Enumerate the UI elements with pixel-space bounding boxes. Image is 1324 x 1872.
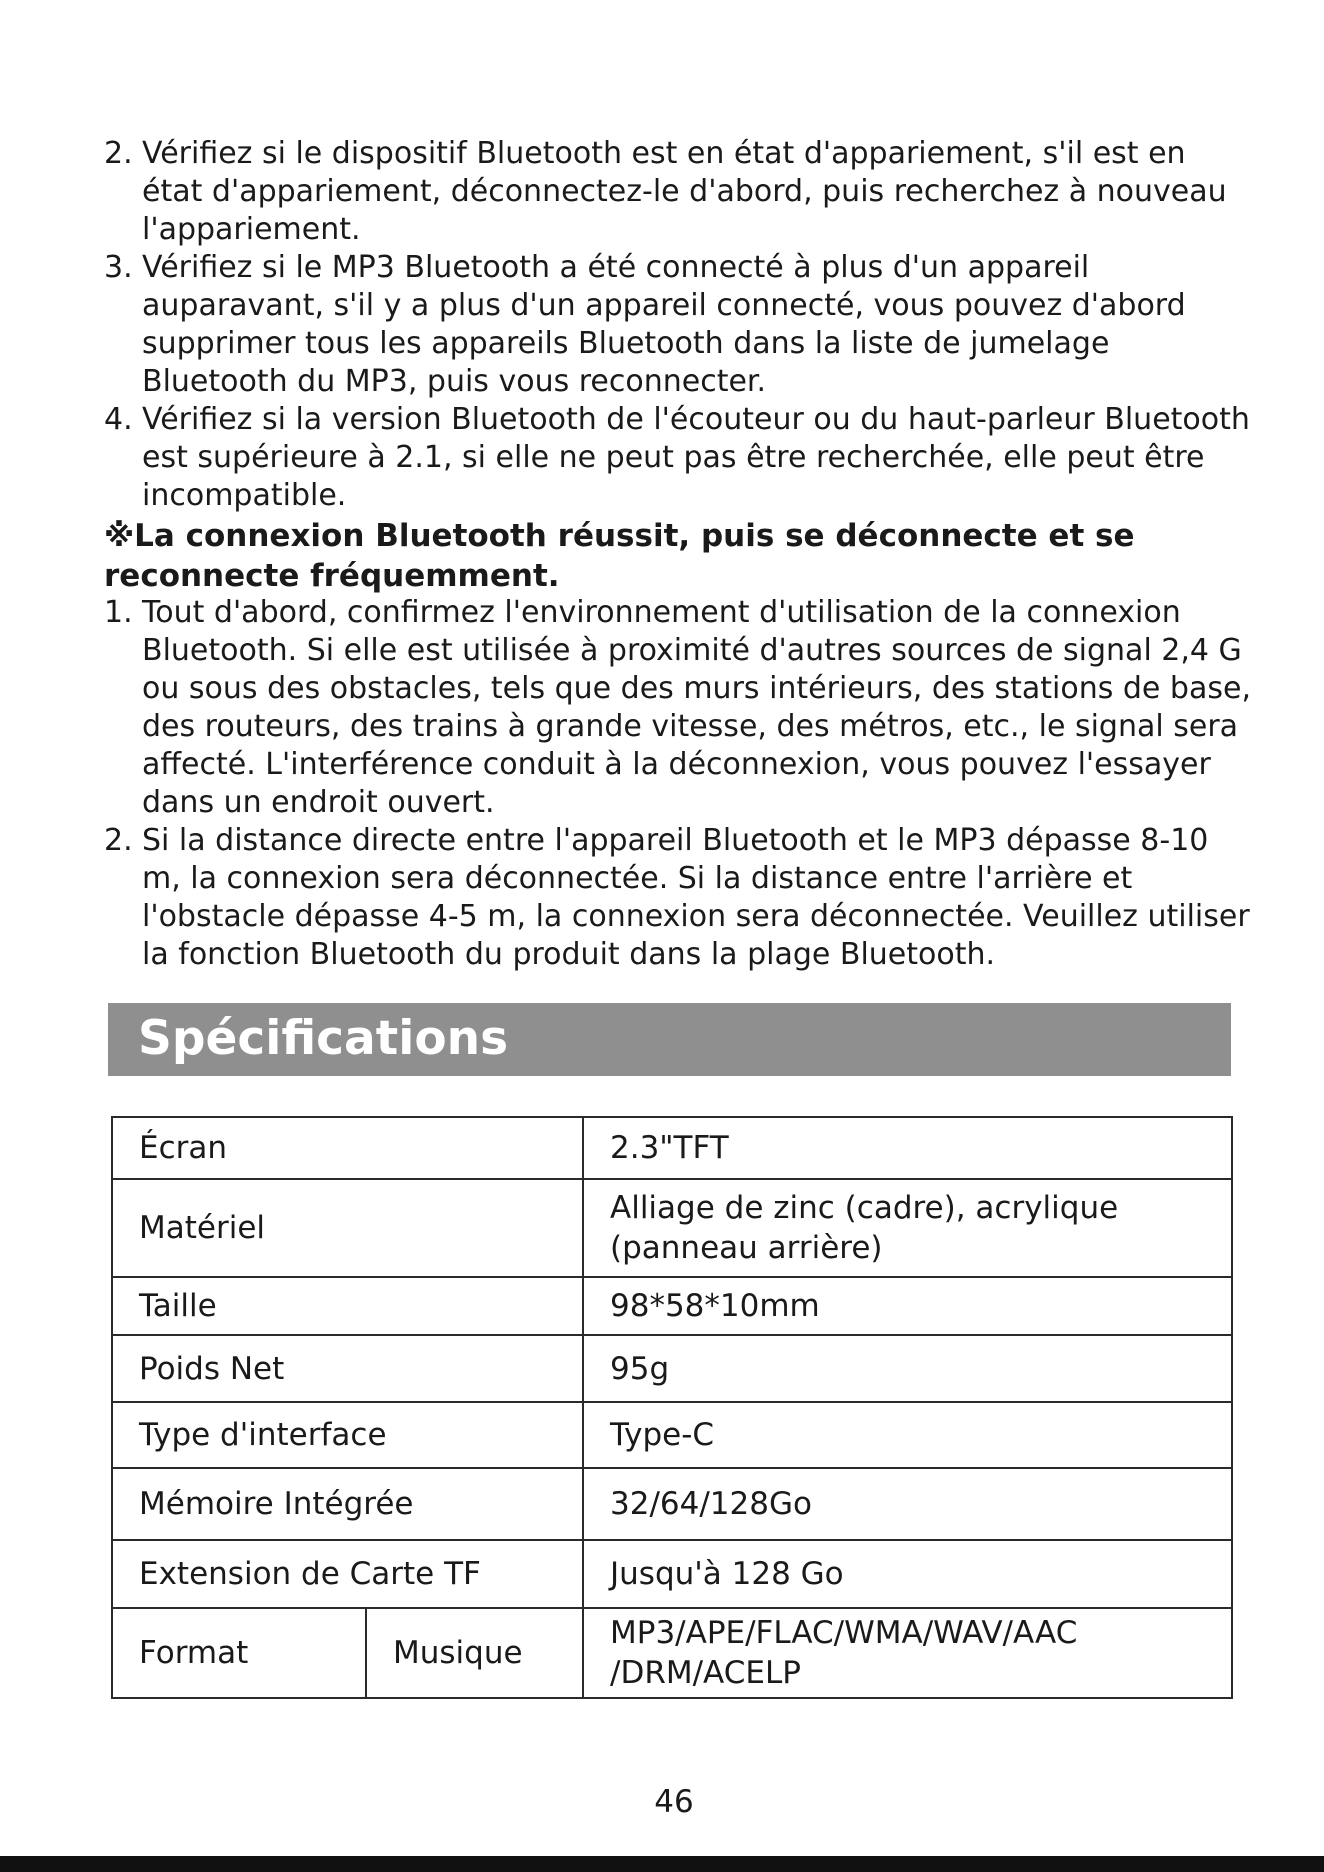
page-number: 46 (654, 1784, 694, 1820)
list-item (104, 594, 1254, 822)
table-row (112, 1335, 1232, 1402)
spec-label: Format (112, 1608, 366, 1698)
list-item-number: 4. (104, 402, 133, 437)
troubleshooting-list-1 (104, 135, 1254, 515)
footer-rule (0, 1856, 1324, 1872)
spec-value: 2.3"TFT (583, 1117, 1232, 1179)
spec-value: Type-C (583, 1402, 1232, 1468)
specifications-table (111, 1116, 1233, 1699)
list-item-text: Vérifiez si le dispositif Bluetooth est en état d'appariement, s'il est en état d'appariement, déconnectez-le d'abord, puis recherchez à nouveau l'appariement. (142, 136, 1227, 247)
table-row (112, 1277, 1232, 1335)
list-item-number: 1. (104, 595, 133, 630)
table-row (112, 1468, 1232, 1540)
spec-value: 32/64/128Go (583, 1468, 1232, 1540)
spec-label: Type d'interface (112, 1402, 583, 1468)
table-row (112, 1117, 1232, 1179)
list-item (104, 249, 1254, 401)
spec-sublabel: Musique (366, 1608, 583, 1698)
spec-label: Extension de Carte TF (112, 1540, 583, 1608)
table-row (112, 1540, 1232, 1608)
list-item-text: Vérifiez si le MP3 Bluetooth a été connecté à plus d'un appareil auparavant, s'il y a plus d'un appareil connecté, vous pouvez d'abord supprimer tous les appareils Bluetooth dans la liste de jumelage Bluetooth du MP3, puis vous reconnecter. (142, 250, 1186, 399)
spec-value: Alliage de zinc (cadre), acrylique (panneau arrière) (583, 1179, 1232, 1277)
list-item-text: Si la distance directe entre l'appareil Bluetooth et le MP3 dépasse 8-10 m, la connexion sera déconnectée. Si la distance entre l'arrière et l'obstacle dépasse 4-5 m, la connexion sera déconnectée. Veuillez utiliser la fonction Bluetooth du produit dans la plage Bluetooth. (142, 823, 1250, 972)
list-item (104, 401, 1254, 515)
list-item-number: 2. (104, 823, 133, 858)
list-item-text: Tout d'abord, confirmez l'environnement d'utilisation de la connexion Bluetooth. Si elle est utilisée à proximité d'autres sources de signal 2,4 G ou sous des obstacles, tels que des murs intérieurs, des stations de base, des routeurs, des trains à grande vitesse, des métros, etc., le signal sera affecté. L'interférence conduit à la déconnexion, vous pouvez l'essayer dans un endroit ouvert. (142, 595, 1251, 820)
spec-label: Poids Net (112, 1335, 583, 1402)
list-item-text: Vérifiez si la version Bluetooth de l'écouteur ou du haut-parleur Bluetooth est supérieure à 2.1, si elle ne peut pas être recherchée, elle peut être incompatible. (142, 402, 1250, 513)
list-item (104, 135, 1254, 249)
list-item-number: 2. (104, 136, 133, 171)
spec-label: Matériel (112, 1179, 583, 1277)
warning-heading: ※La connexion Bluetooth réussit, puis se déconnecte et se reconnecte fréquemment. (104, 518, 1135, 594)
specifications-banner (108, 1003, 1231, 1076)
spec-label: Mémoire Intégrée (112, 1468, 583, 1540)
spec-value: Jusqu'à 128 Go (583, 1540, 1232, 1608)
table-row (112, 1179, 1232, 1277)
spec-value: MP3/APE/FLAC/WMA/WAV/AAC /DRM/ACELP (583, 1608, 1232, 1698)
list-item (104, 822, 1254, 974)
table-row (112, 1608, 1232, 1698)
table-row (112, 1402, 1232, 1468)
list-item-number: 3. (104, 250, 133, 285)
spec-label: Taille (112, 1277, 583, 1335)
specifications-title: Spécifications (138, 1011, 509, 1066)
spec-label: Écran (112, 1117, 583, 1179)
spec-value: 98*58*10mm (583, 1277, 1232, 1335)
troubleshooting-list-2 (104, 594, 1254, 974)
spec-value: 95g (583, 1335, 1232, 1402)
